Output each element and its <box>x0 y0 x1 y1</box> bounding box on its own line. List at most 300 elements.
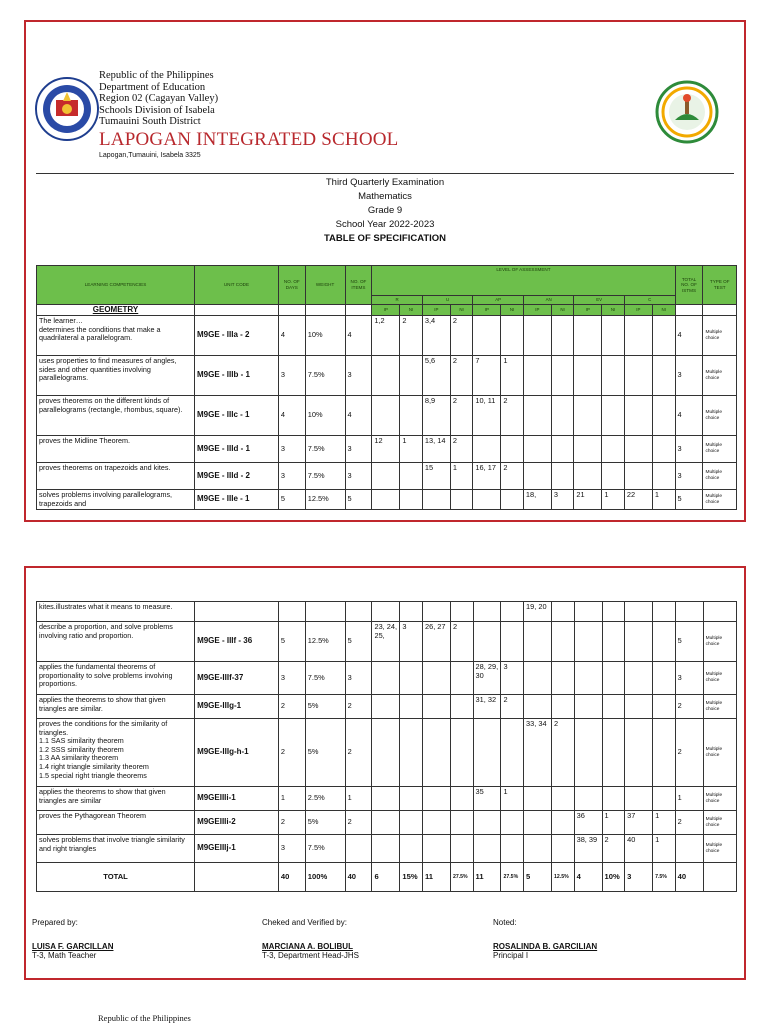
item-count-cell <box>501 835 524 863</box>
item-count-cell <box>652 463 675 490</box>
item-count-cell <box>400 490 423 510</box>
ip-subheader: IP <box>473 304 501 316</box>
item-count-cell <box>400 396 423 436</box>
competency-cell: proves the Midline Theorem. <box>37 436 195 463</box>
item-number-cell <box>574 622 602 662</box>
competency-cell: applies the fundamental theorems of proportionality to solve problems involving proportions. <box>37 662 195 695</box>
item-count-cell: 2 <box>450 396 473 436</box>
item-count-cell <box>551 356 574 396</box>
competency-row <box>37 787 737 811</box>
ni-subheader: NI <box>501 304 524 316</box>
item-number-cell <box>574 602 602 622</box>
item-count-cell <box>501 436 524 463</box>
level-header-r: R <box>372 296 423 305</box>
ni-subheader: NI <box>400 304 423 316</box>
exam-title-block <box>26 176 744 246</box>
item-number-cell: 31, 32 <box>473 695 501 719</box>
item-count-cell <box>450 835 473 863</box>
item-count-cell <box>552 835 575 863</box>
item-number-cell: 12 <box>372 436 400 463</box>
checked-by <box>262 918 359 961</box>
item-number-cell <box>473 316 501 356</box>
item-number-cell <box>422 719 450 787</box>
level-total-count: 4 <box>574 863 602 892</box>
item-number-cell <box>574 662 602 695</box>
level-header-ev: EV <box>574 296 625 305</box>
item-number-cell: 37 <box>625 811 653 835</box>
total-items-cell: 2 <box>675 811 703 835</box>
weight-cell <box>305 602 345 622</box>
item-number-cell <box>624 396 652 436</box>
item-count-cell: 2 <box>450 356 473 396</box>
item-number-cell <box>422 811 450 835</box>
test-type-cell: Multiple choice <box>703 463 737 490</box>
item-count-cell: 1 <box>653 835 676 863</box>
item-number-cell <box>625 622 653 662</box>
total-label: TOTAL <box>37 863 195 892</box>
test-type-cell: Multiple choice <box>703 356 737 396</box>
exam-school-year: School Year 2022-2023 <box>335 219 435 230</box>
item-count-cell <box>400 602 423 622</box>
prepared-by <box>32 918 113 961</box>
competency-row <box>37 396 737 436</box>
specification-table-part-1 <box>36 265 737 510</box>
days-cell <box>278 602 305 622</box>
competency-row <box>37 695 737 719</box>
unit-code-cell: M9GEIIIj-1 <box>195 835 279 863</box>
items-cell: 4 <box>345 396 372 436</box>
item-count-cell <box>450 787 473 811</box>
item-count-cell <box>653 662 676 695</box>
unit-code-cell: M9GE-IIIf-37 <box>195 662 279 695</box>
item-count-cell <box>450 602 473 622</box>
days-cell: 5 <box>278 622 305 662</box>
item-count-cell <box>552 787 575 811</box>
item-count-cell: 2 <box>501 463 524 490</box>
item-number-cell <box>574 719 602 787</box>
item-count-cell <box>652 356 675 396</box>
level-total-count: 6 <box>372 863 400 892</box>
test-type-cell: Multiple choice <box>703 835 736 863</box>
item-count-cell: 3 <box>501 662 524 695</box>
level-header-c: C <box>624 296 675 305</box>
item-count-cell: 3 <box>551 490 574 510</box>
item-count-cell <box>400 811 423 835</box>
days-cell: 3 <box>278 662 305 695</box>
unit-code-cell: M9GE - IIId - 2 <box>195 463 279 490</box>
department-text: Department of Education <box>99 81 206 93</box>
exam-subject: Mathematics <box>358 191 412 202</box>
item-count-cell <box>653 695 676 719</box>
item-count-cell <box>400 662 423 695</box>
item-count-cell <box>602 316 625 356</box>
unit-code-cell: M9GEIIIi-2 <box>195 811 279 835</box>
total-items-cell: 4 <box>675 396 703 436</box>
item-number-cell: 19, 20 <box>524 602 552 622</box>
empty-cell <box>703 304 737 316</box>
item-number-cell <box>473 436 501 463</box>
total-items: 40 <box>345 863 372 892</box>
level-total-count: 5 <box>524 863 552 892</box>
level-total-count: 3 <box>625 863 653 892</box>
item-number-cell <box>524 622 552 662</box>
item-number-cell: 18, <box>523 490 551 510</box>
item-count-cell <box>602 622 625 662</box>
competency-cell: applies the theorems to show that given triangles are similar. <box>37 695 195 719</box>
total-items-cell: 3 <box>675 662 703 695</box>
items-cell <box>345 602 372 622</box>
item-number-cell <box>625 695 653 719</box>
item-number-cell <box>372 787 400 811</box>
competency-cell: solves problems that involve triangle similarity and right triangles <box>37 835 195 863</box>
item-number-cell <box>574 787 602 811</box>
unit-code-cell <box>195 602 279 622</box>
item-count-cell <box>501 719 524 787</box>
item-number-cell <box>372 490 400 510</box>
header-unit-code: UNIT CODE <box>195 266 279 305</box>
header-competencies: LEARNING COMPETENCIES <box>37 266 195 305</box>
competency-row <box>37 463 737 490</box>
noted-title: Principal I <box>493 951 529 960</box>
noted-name: ROSALINDA B. GARCILIAN <box>493 941 598 951</box>
items-cell: 3 <box>345 662 372 695</box>
item-count-cell <box>400 463 423 490</box>
test-type-cell: Multiple choice <box>703 490 737 510</box>
document-page-2 <box>24 566 746 980</box>
item-number-cell <box>372 695 400 719</box>
item-number-cell <box>422 787 450 811</box>
item-count-cell: 2 <box>602 835 625 863</box>
header-days: NO. OF DAYS <box>278 266 305 305</box>
weight-cell: 5% <box>305 719 345 787</box>
item-number-cell <box>574 396 602 436</box>
competency-row <box>37 811 737 835</box>
header-level-of-assessment: LEVEL OF ASSESSMENT <box>372 266 675 296</box>
competency-row <box>37 719 737 787</box>
unit-code-cell: M9GE-IIIg-1 <box>195 695 279 719</box>
geometry-label: GEOMETRY <box>37 304 195 316</box>
unit-code-cell: M9GEIIIi-1 <box>195 787 279 811</box>
item-number-cell: 7 <box>473 356 501 396</box>
items-cell: 1 <box>345 787 372 811</box>
item-number-cell: 15 <box>422 463 450 490</box>
item-count-cell <box>602 396 625 436</box>
empty-cell <box>305 304 345 316</box>
empty-cell <box>195 304 279 316</box>
item-number-cell <box>574 695 602 719</box>
total-items-cell: 3 <box>675 436 703 463</box>
test-type-cell: Multiple choice <box>703 787 736 811</box>
item-number-cell <box>422 835 450 863</box>
days-cell: 3 <box>278 356 305 396</box>
checked-title: T-3, Department Head-JHS <box>262 951 359 960</box>
item-number-cell <box>624 436 652 463</box>
item-number-cell: 28, 29, 30 <box>473 662 501 695</box>
level-header-ap: AP <box>473 296 524 305</box>
item-count-cell <box>501 602 524 622</box>
item-count-cell: 1 <box>602 490 625 510</box>
days-cell: 3 <box>278 835 305 863</box>
total-items-cell: 5 <box>675 490 703 510</box>
item-count-cell <box>602 436 625 463</box>
competency-row <box>37 356 737 396</box>
days-cell: 2 <box>278 719 305 787</box>
ip-subheader: IP <box>523 304 551 316</box>
competency-cell: The learner… determines the conditions that make a quadrilateral a parallelogram. <box>37 316 195 356</box>
item-number-cell <box>574 463 602 490</box>
prepared-title: T-3, Math Teacher <box>32 951 97 960</box>
item-count-cell: 1 <box>450 463 473 490</box>
header-divider <box>36 173 734 174</box>
item-number-cell: 22 <box>624 490 652 510</box>
total-items-cell: 3 <box>675 356 703 396</box>
district-text: Tumauini South District <box>99 116 201 127</box>
total-items-cell: 5 <box>675 622 703 662</box>
next-page-republic-text: Republic of the Philippines <box>98 1013 191 1023</box>
item-number-cell <box>523 316 551 356</box>
total-items-cell <box>675 602 703 622</box>
item-count-cell <box>552 811 575 835</box>
item-count-cell <box>551 396 574 436</box>
item-count-cell: 1 <box>501 787 524 811</box>
item-number-cell <box>574 316 602 356</box>
items-cell: 2 <box>345 719 372 787</box>
item-number-cell <box>624 356 652 396</box>
item-count-cell <box>552 602 575 622</box>
item-number-cell: 13, 14 <box>422 436 450 463</box>
item-count-cell: 2 <box>501 396 524 436</box>
weight-cell: 5% <box>305 811 345 835</box>
weight-cell: 7.5% <box>305 436 345 463</box>
item-count-cell <box>551 463 574 490</box>
school-address: Lapogan,Tumauini, Isabela 3325 <box>99 151 201 159</box>
item-count-cell <box>602 719 625 787</box>
item-number-cell <box>625 602 653 622</box>
item-count-cell <box>602 662 625 695</box>
item-count-cell <box>552 662 575 695</box>
empty-cell <box>345 304 372 316</box>
days-cell: 1 <box>278 787 305 811</box>
ip-subheader: IP <box>624 304 652 316</box>
unit-code-cell: M9GE - IIIf - 36 <box>195 622 279 662</box>
total-row <box>37 863 737 892</box>
item-count-cell <box>552 695 575 719</box>
item-number-cell <box>524 811 552 835</box>
competency-cell: proves the Pythagorean Theorem <box>37 811 195 835</box>
weight-cell: 12.5% <box>305 490 345 510</box>
region-text: Region 02 (Cagayan Valley) <box>99 93 219 104</box>
items-cell: 5 <box>345 490 372 510</box>
unit-code-cell: M9GE - IIId - 1 <box>195 436 279 463</box>
items-cell <box>345 835 372 863</box>
level-total-percent: 27.5% <box>501 863 524 892</box>
document-page-1 <box>24 20 746 522</box>
days-cell: 3 <box>278 436 305 463</box>
competency-row <box>37 316 737 356</box>
test-type-cell: Multiple choice <box>703 719 736 787</box>
item-number-cell <box>624 316 652 356</box>
unit-code-cell: M9GE-IIIg-h-1 <box>195 719 279 787</box>
checked-name: MARCIANA A. BOLIBUL <box>262 941 353 951</box>
ip-subheader: IP <box>574 304 602 316</box>
item-number-cell: 26, 27 <box>422 622 450 662</box>
geometry-row <box>37 304 737 316</box>
item-count-cell: 2 <box>450 622 473 662</box>
competency-cell: describe a proportion, and solve problems involving ratio and proportion. <box>37 622 195 662</box>
item-number-cell: 3,4 <box>422 316 450 356</box>
item-number-cell: 16, 17 <box>473 463 501 490</box>
item-count-cell <box>400 695 423 719</box>
unit-code-cell: M9GE - IIIa - 2 <box>195 316 279 356</box>
item-number-cell <box>625 662 653 695</box>
competency-row <box>37 622 737 662</box>
empty-cell <box>703 863 736 892</box>
item-count-cell <box>652 436 675 463</box>
total-items-cell <box>675 835 703 863</box>
item-number-cell <box>523 463 551 490</box>
item-number-cell <box>372 719 400 787</box>
competency-cell: kites.illustrates what it means to measure. <box>37 602 195 622</box>
item-count-cell: 2 <box>450 436 473 463</box>
item-number-cell <box>625 719 653 787</box>
item-count-cell: 2 <box>501 695 524 719</box>
test-type-cell: Multiple choice <box>703 811 736 835</box>
item-count-cell <box>653 602 676 622</box>
level-total-percent: 10% <box>602 863 625 892</box>
item-number-cell: 10, 11 <box>473 396 501 436</box>
weight-cell: 7.5% <box>305 662 345 695</box>
noted-by <box>493 918 597 961</box>
item-count-cell <box>450 719 473 787</box>
level-total-count: 11 <box>422 863 450 892</box>
item-number-cell: 38, 39 <box>574 835 602 863</box>
item-count-cell <box>501 316 524 356</box>
item-number-cell <box>473 490 501 510</box>
items-cell: 2 <box>345 811 372 835</box>
item-count-cell <box>602 602 625 622</box>
level-total-count: 11 <box>473 863 501 892</box>
republic-text: Republic of the Philippines <box>99 70 214 81</box>
item-count-cell: 2 <box>400 316 423 356</box>
weight-cell: 12.5% <box>305 622 345 662</box>
exam-grade: Grade 9 <box>367 205 403 216</box>
level-total-percent: 12.5% <box>552 863 575 892</box>
item-number-cell <box>524 787 552 811</box>
item-count-cell: 1 <box>653 811 676 835</box>
test-type-cell: Multiple choice <box>703 396 737 436</box>
unit-code-cell: M9GE - IIIc - 1 <box>195 396 279 436</box>
test-type-cell: Multiple choice <box>703 622 736 662</box>
level-total-percent: 7.5% <box>653 863 676 892</box>
competency-cell: proves theorems on trapezoids and kites. <box>37 463 195 490</box>
item-count-cell <box>602 463 625 490</box>
item-count-cell <box>653 719 676 787</box>
test-type-cell: Multiple choice <box>703 662 736 695</box>
level-total-percent: 15% <box>400 863 423 892</box>
item-count-cell <box>501 622 524 662</box>
item-number-cell <box>523 396 551 436</box>
item-count-cell <box>552 622 575 662</box>
item-number-cell <box>372 662 400 695</box>
item-count-cell: 2 <box>450 316 473 356</box>
item-number-cell <box>473 602 501 622</box>
item-number-cell: 40 <box>625 835 653 863</box>
header-type: TYPE OF TEST <box>703 266 737 305</box>
days-cell: 2 <box>278 695 305 719</box>
deped-seal-logo <box>34 76 100 142</box>
ni-subheader: NI <box>450 304 473 316</box>
item-number-cell: 8,9 <box>422 396 450 436</box>
item-count-cell <box>652 316 675 356</box>
total-weight: 100% <box>305 863 345 892</box>
noted-label: Noted: <box>493 918 517 927</box>
weight-cell: 2.5% <box>305 787 345 811</box>
header-total: TOTAL NO. OF ISTMS <box>675 266 703 305</box>
item-count-cell <box>602 356 625 396</box>
empty-cell <box>278 304 305 316</box>
item-number-cell <box>422 662 450 695</box>
item-count-cell <box>602 695 625 719</box>
item-number-cell <box>574 356 602 396</box>
item-count-cell <box>450 662 473 695</box>
item-count-cell: 1 <box>652 490 675 510</box>
item-number-cell <box>473 811 501 835</box>
ni-subheader: NI <box>551 304 574 316</box>
total-items-cell: 4 <box>675 316 703 356</box>
days-cell: 2 <box>278 811 305 835</box>
competency-row <box>37 835 737 863</box>
competency-cell: proves the conditions for the similarity of triangles. 1.1 SAS similarity theorem 1.2 SSS similarity theorem 1.3 AA similarity theorem 1.4 right triangle similarity theorem 1.5 special right triangle theorems <box>37 719 195 787</box>
item-count-cell <box>551 316 574 356</box>
empty-cell <box>675 304 703 316</box>
item-number-cell <box>473 719 501 787</box>
item-count-cell <box>551 436 574 463</box>
ip-subheader: IP <box>372 304 400 316</box>
item-count-cell <box>652 396 675 436</box>
item-number-cell: 33, 34 <box>524 719 552 787</box>
items-cell: 4 <box>345 316 372 356</box>
item-number-cell <box>473 622 501 662</box>
item-number-cell: 36 <box>574 811 602 835</box>
total-items-cell: 2 <box>675 719 703 787</box>
empty-cell <box>195 863 279 892</box>
table-title: TABLE OF SPECIFICATION <box>323 233 447 244</box>
grand-total: 40 <box>675 863 703 892</box>
item-number-cell <box>372 835 400 863</box>
weight-cell: 5% <box>305 695 345 719</box>
items-cell: 5 <box>345 622 372 662</box>
competency-row <box>37 662 737 695</box>
test-type-cell: Multiple choice <box>703 316 737 356</box>
ni-subheader: NI <box>602 304 625 316</box>
competency-row <box>37 490 737 510</box>
weight-cell: 10% <box>305 396 345 436</box>
competency-row <box>37 602 737 622</box>
item-count-cell: 3 <box>400 622 423 662</box>
item-count-cell <box>400 719 423 787</box>
specification-table-part-2 <box>36 601 737 892</box>
item-number-cell <box>372 396 400 436</box>
days-cell: 4 <box>278 316 305 356</box>
item-number-cell <box>524 835 552 863</box>
item-number-cell: 5,6 <box>422 356 450 396</box>
item-number-cell <box>523 436 551 463</box>
days-cell: 3 <box>278 463 305 490</box>
school-logo <box>655 80 719 144</box>
competency-row <box>37 436 737 463</box>
header-weight: WEIGHT <box>305 266 345 305</box>
item-count-cell <box>450 695 473 719</box>
